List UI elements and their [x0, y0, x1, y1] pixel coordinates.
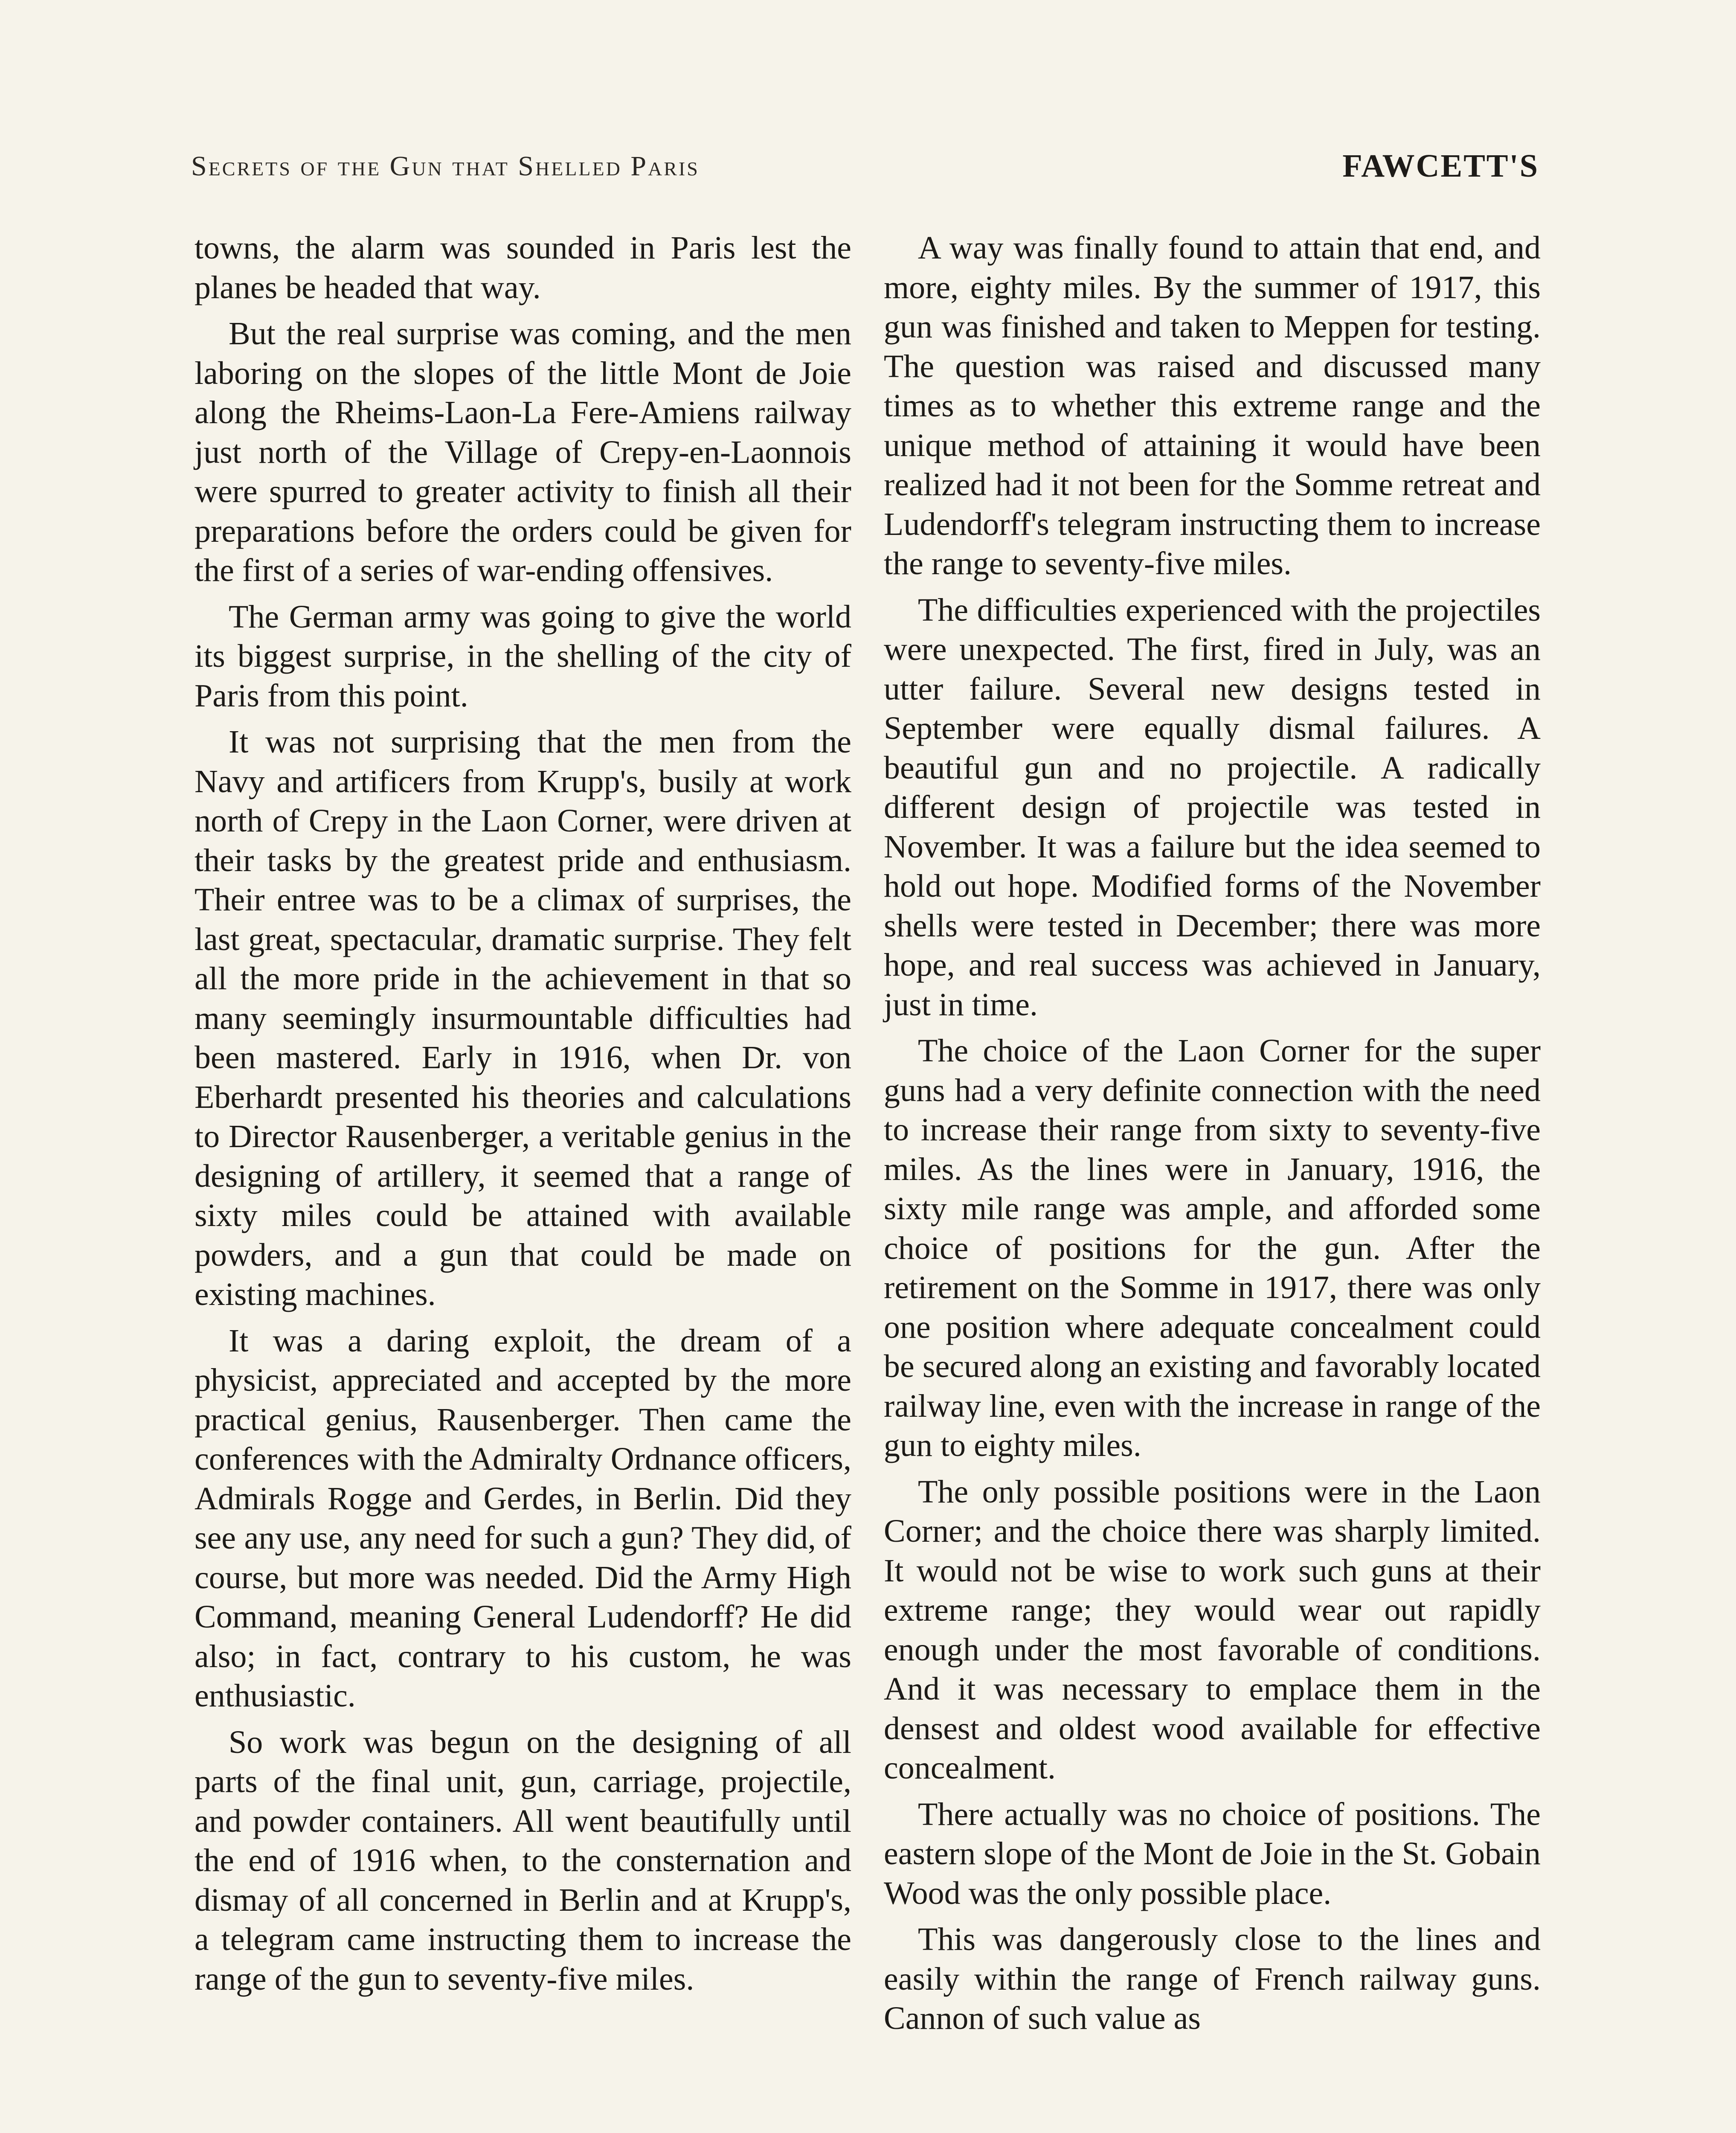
paragraph: It was a daring exploit, the dream of a physicist, appreciated and accepted by the more practical genius, Rausenberger. Then came the conferences with the Admiralty Ordnance officers, Admirals Rogge and Gerdes, in Berlin. Did they see any use, any need for such a gun? They did, of course, but more was needed. Did the Army High Command, meaning General Ludendorff? He did also; in fact, contrary to his custom, he was enthusiastic.	[195, 1322, 851, 1714]
paragraph: There actually was no choice of positions. The eastern slope of the Mont de Joie in the St. Gobain Wood was the only possible place.	[884, 1796, 1541, 1911]
right-column	[884, 228, 1541, 2045]
running-title: Secrets of the Gun that Shelled Paris	[191, 151, 700, 182]
paragraph: The German army was going to give the world its biggest surprise, in the shelling of the city of Paris from this point.	[195, 599, 851, 714]
running-header	[191, 150, 1539, 189]
paragraph: This was dangerously close to the lines and easily within the range of French railway guns. Cannon of such value as	[884, 1921, 1541, 2036]
paragraph: But the real surprise was coming, and the men laboring on the slopes of the little Mont de Joie along the Rheims-Laon-La Fere-Amiens railway just north of the Village of Crepy-en-Laonnois were spurred to greater activity to finish all their preparations before the orders could be given for the first of a series of war-ending offensives.	[195, 316, 851, 588]
paragraph: towns, the alarm was sounded in Paris lest the planes be headed that way.	[195, 230, 851, 305]
paragraph: It was not surprising that the men from the Navy and artificers from Krupp's, busily at work north of Crepy in the Laon Corner, were driven at their tasks by the greatest pride and enthusiasm. Their entree was to be a climax of surprises, the last great, spectacular, dramatic surprise. They felt all the more pride in the achievement in that so many seemingly insurmountable difficulties had been mastered. Early in 1916, when Dr. von Eberhardt presented his theories and calculations to Director Rausenberger, a veritable genius in the designing of artillery, it seemed that a range of sixty miles could be attained with available powders, and a gun that could be made on existing machines.	[195, 724, 851, 1312]
paragraph: The only possible positions were in the Laon Corner; and the choice there was sharply limited. It would not be wise to work such guns at their extreme range; they would wear out rapidly enough under the most favorable of conditions. And it was necessary to emplace them in the densest and oldest wood available for effective concealment.	[884, 1473, 1541, 1786]
paragraph: So work was begun on the designing of all parts of the final unit, gun, carriage, projectile, and powder containers. All went beautifully until the end of 1916 when, to the consternation and dismay of all concerned in Berlin and at Krupp's, a telegram came instructing them to increase the range of the gun to seventy-five miles.	[195, 1724, 851, 1997]
paragraph: A way was finally found to attain that end, and more, eighty miles. By the summer of 1917, this gun was finished and taken to Meppen for testing. The question was raised and discussed many times as to whether this extreme range and the unique method of attaining it would have been realized had it not been for the Somme retreat and Ludendorff's telegram instructing them to increase the range to seventy-five miles.	[884, 230, 1541, 581]
magazine-name: FAWCETT'S	[1342, 148, 1539, 184]
paragraph: The difficulties experienced with the projectiles were unexpected. The first, fired in July, was an utter failure. Several new designs tested in September were equally dismal failures. A beautiful gun and no projectile. A radically different design of projectile was tested in November. It was a failure but the idea seemed to hold out hope. Modified forms of the November shells were tested in December; there was more hope, and real success was achieved in January, just in time.	[884, 592, 1541, 1023]
paragraph: The choice of the Laon Corner for the super guns had a very definite connection with the need to increase their range from sixty to seventy-five miles. As the lines were in January, 1916, the sixty mile range was ample, and afforded some choice of positions for the gun. After the retirement on the Somme in 1917, there was only one position where adequate concealment could be secured along an existing and favorably located railway line, even with the increase in range of the gun to eighty miles.	[884, 1033, 1541, 1463]
left-column	[195, 228, 851, 2005]
